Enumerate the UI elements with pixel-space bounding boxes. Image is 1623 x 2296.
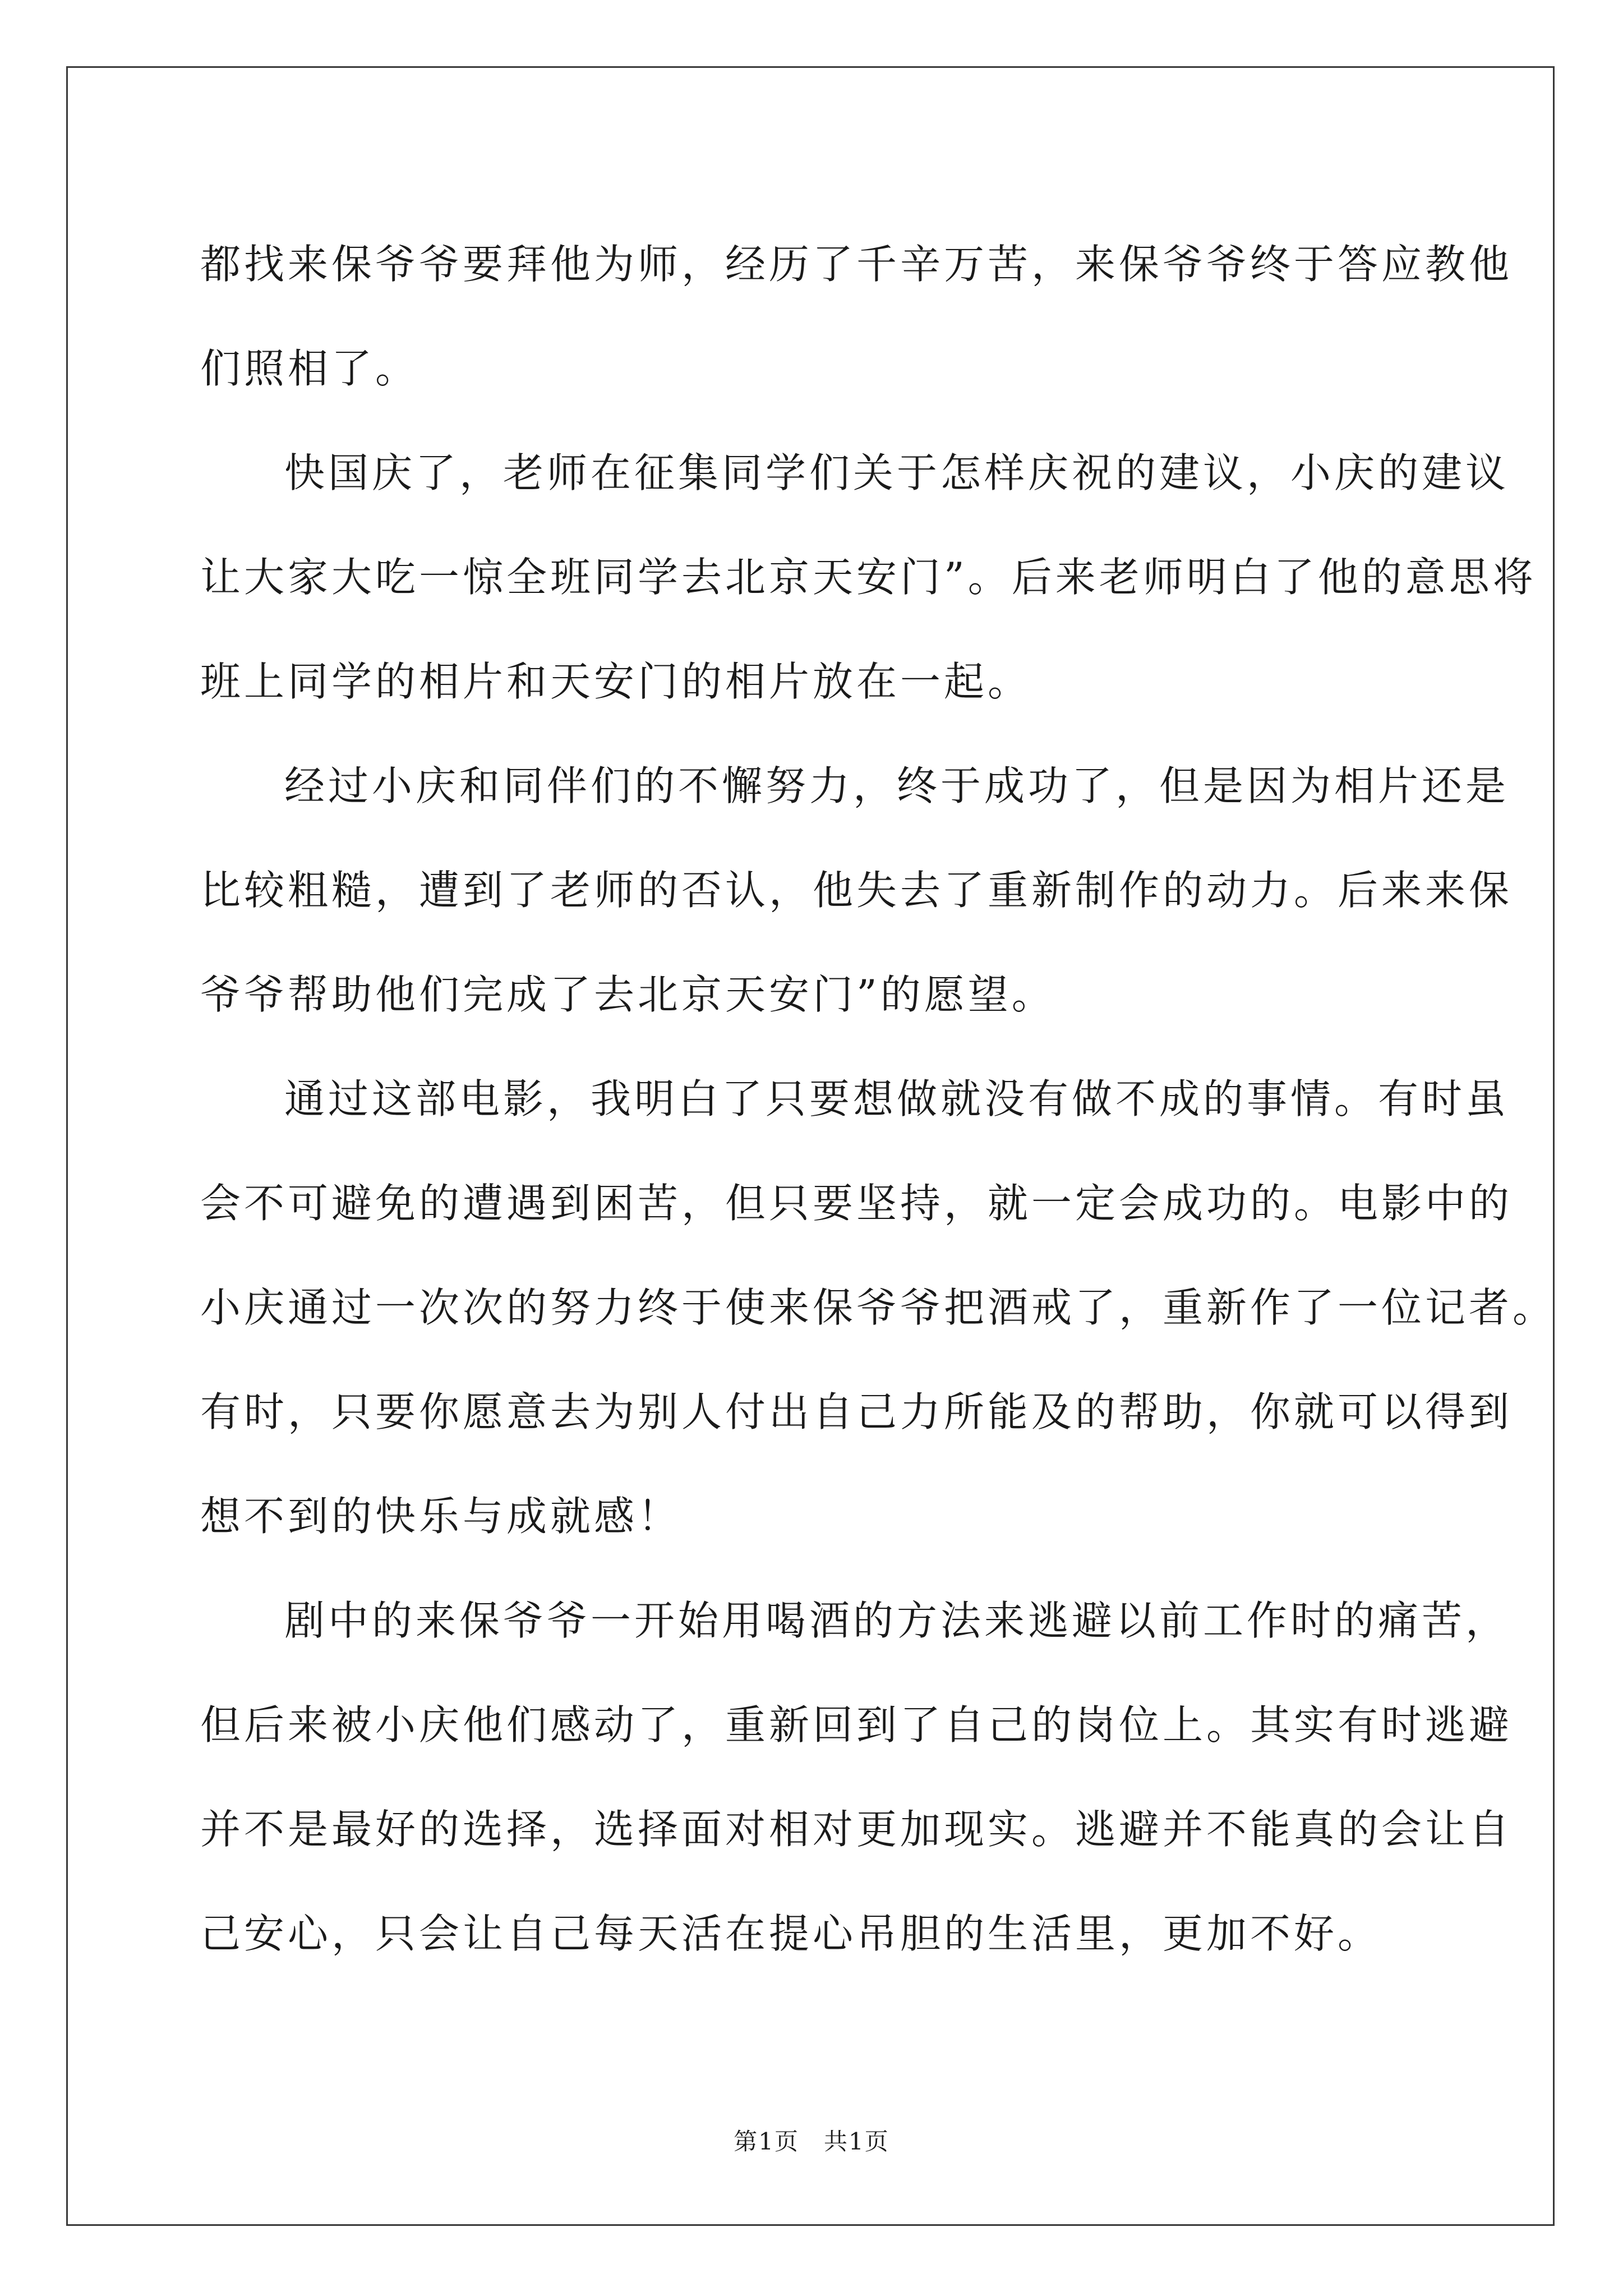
paragraph-4 — [200, 1047, 1557, 1568]
page-footer — [0, 2123, 1623, 2157]
text-line: 都找来保爷爷要拜他为师，经历了千辛万苦，来保爷爷终于答应教他 — [200, 241, 1513, 288]
text-line: 通过这部电影，我明白了只要想做就没有做不成的事情。有时虽 — [284, 1075, 1510, 1122]
document-body — [200, 212, 1557, 1986]
paragraph-1 — [200, 212, 1513, 421]
text-line: 小庆通过一次次的努力终于使来保爷爷把酒戒了，重新作了一位记者。 — [200, 1284, 1557, 1331]
paragraph-5 — [200, 1568, 1513, 1986]
text-line: 爷爷帮助他们完成了去北京天安门”的愿望。 — [200, 971, 1055, 1018]
paragraph-2 — [200, 421, 1537, 734]
text-line: 比较粗糙，遭到了老师的否认，他失去了重新制作的动力。后来来保 — [200, 867, 1513, 914]
paragraph-3 — [200, 734, 1513, 1047]
text-line: 并不是最好的选择，选择面对相对更加现实。逃避并不能真的会让自 — [200, 1806, 1513, 1853]
text-line: 但后来被小庆他们感动了，重新回到了自己的岗位上。其实有时逃避 — [200, 1701, 1513, 1749]
text-line: 经过小庆和同伴们的不懈努力，终于成功了，但是因为相片还是 — [284, 762, 1510, 809]
text-line: 让大家大吃一惊全班同学去北京天安门”。后来老师明白了他的意思将 — [200, 554, 1537, 601]
text-line: 快国庆了，老师在征集同学们关于怎样庆祝的建议，小庆的建议 — [284, 449, 1510, 496]
text-line: 剧中的来保爷爷一开始用喝酒的方法来逃避以前工作时的痛苦， — [284, 1597, 1510, 1644]
text-line: 班上同学的相片和天安门的相片放在一起。 — [200, 658, 1032, 705]
text-line: 想不到的快乐与成就感！ — [200, 1493, 682, 1540]
text-line: 会不可避免的遭遇到困苦，但只要坚持，就一定会成功的。电影中的 — [200, 1180, 1513, 1227]
text-line: 们照相了。 — [200, 345, 419, 392]
text-line: 己安心，只会让自己每天活在提心吊胆的生活里，更加不好。 — [200, 1910, 1382, 1957]
page-total: 共1页 — [824, 2128, 889, 2155]
text-line: 有时，只要你愿意去为别人付出自己力所能及的帮助，你就可以得到 — [200, 1388, 1513, 1435]
page-number: 第1页 — [734, 2128, 799, 2155]
